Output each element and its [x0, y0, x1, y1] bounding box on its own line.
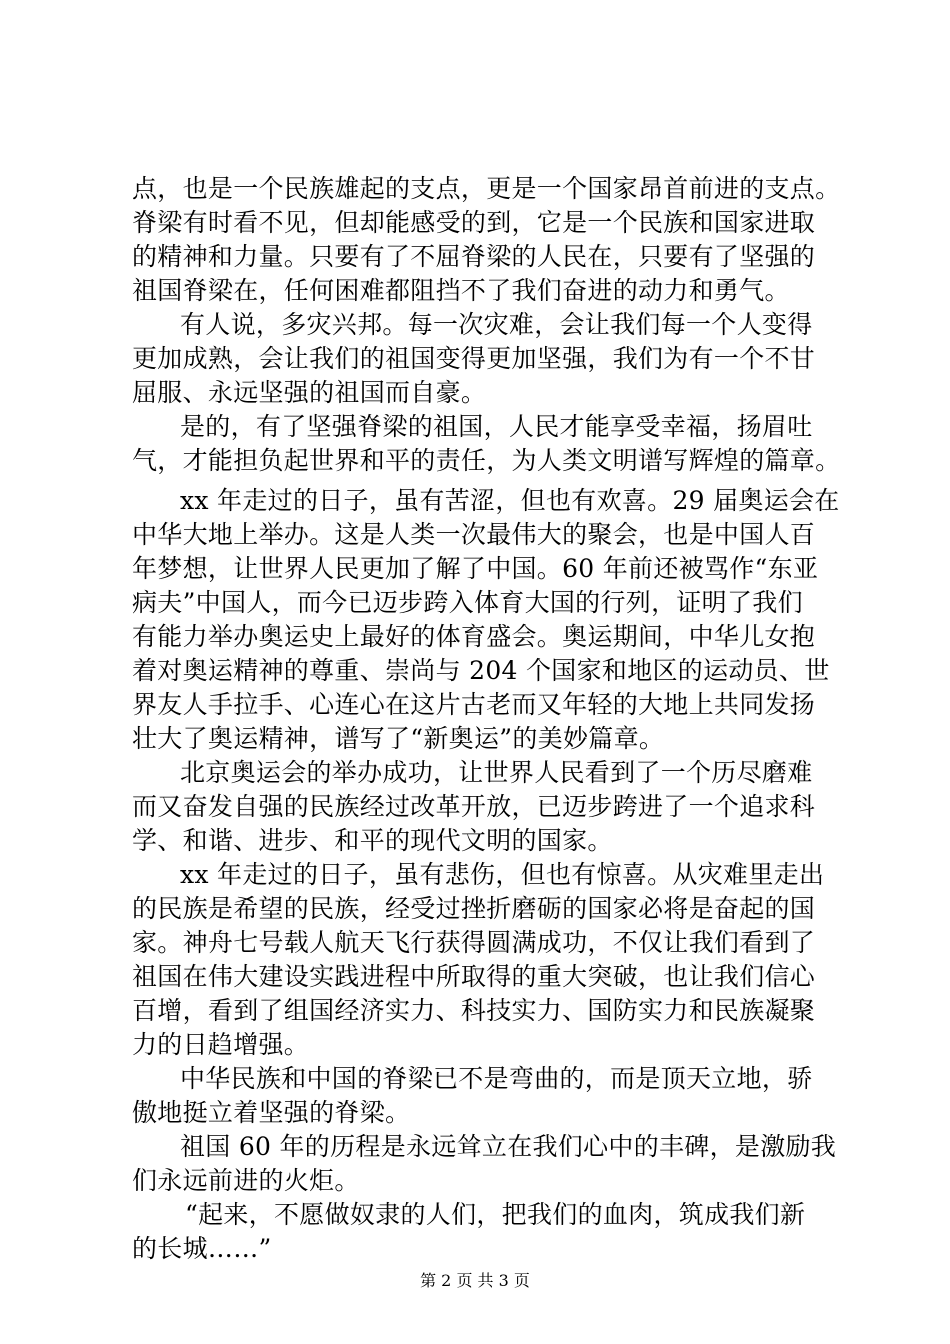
paragraph-line: 气，才能担负起世界和平的责任，为人类文明谱写辉煌的篇章。 [132, 446, 841, 475]
paragraph-line: 是的，有了坚强脊梁的祖国，人民才能享受幸福，扬眉吐 [180, 412, 813, 441]
paragraph-line: 祖国脊梁在，任何困难都阻挡不了我们奋进的动力和勇气。 [132, 276, 790, 305]
paragraph-line: 脊梁有时看不见，但却能感受的到，它是一个民族和国家进取 [132, 208, 816, 237]
paragraph-line: 的民族是希望的民族，经受过挫折磨砺的国家必将是奋起的国 [132, 894, 816, 923]
paragraph-line: 中华大地上举办。这是人类一次最伟大的聚会，也是中国人百 [132, 520, 816, 549]
paragraph-line: 祖国 60 年的历程是永远耸立在我们心中的丰碑，是激励我 [180, 1132, 837, 1161]
paragraph-line: 北京奥运会的举办成功，让世界人民看到了一个历尽磨难 [180, 758, 813, 787]
paragraph-line: 屈服、永远坚强的祖国而自豪。 [132, 378, 487, 407]
paragraph-line: 家。神舟七号载人航天飞行获得圆满成功，不仅让我们看到了 [132, 928, 816, 957]
paragraph-line: 而又奋发自强的民族经过改革开放，已迈步跨进了一个追求科 [132, 792, 816, 821]
paragraph-line: 有能力举办奥运史上最好的体育盛会。奥运期间，中华儿女抱 [132, 622, 816, 651]
paragraph-line: “起来，不愿做奴隶的人们，把我们的血肉，筑成我们新 [185, 1200, 806, 1229]
paragraph-line: xx 年走过的日子，虽有悲伤，但也有惊喜。从灾难里走出 [180, 860, 825, 889]
paragraph-line: 的长城……” [132, 1234, 272, 1263]
paragraph-line: 更加成熟，会让我们的祖国变得更加坚强，我们为有一个不甘 [132, 344, 816, 373]
paragraph-line: 着对奥运精神的尊重、崇尚与 204 个国家和地区的运动员、世 [132, 656, 830, 685]
paragraph-line: 傲地挺立着坚强的脊梁。 [132, 1098, 411, 1127]
paragraph-line: 界友人手拉手、心连心在这片古老而又年轻的大地上共同发扬 [132, 690, 816, 719]
paragraph-line: 力的日趋增强。 [132, 1030, 310, 1059]
paragraph-line: 百增，看到了组国经济实力、科技实力、国防实力和民族凝聚 [132, 996, 816, 1025]
paragraph-line: 壮大了奥运精神，谱写了“新奥运”的美妙篇章。 [132, 724, 665, 753]
paragraph-line: 病夫”中国人，而今已迈步跨入体育大国的行列，证明了我们 [132, 588, 803, 617]
paragraph-line: 有人说，多灾兴邦。每一次灾难，会让我们每一个人变得 [180, 310, 813, 339]
page-number-footer: 第 2 页 共 3 页 [420, 1271, 530, 1290]
paragraph-line: 年梦想，让世界人民更加了解了中国。60 年前还被骂作“东亚 [132, 554, 819, 583]
paragraph-line: 祖国在伟大建设实践进程中所取得的重大突破，也让我们信心 [132, 962, 816, 991]
paragraph-line: 学、和谐、进步、和平的现代文明的国家。 [132, 826, 613, 855]
paragraph-line: xx 年走过的日子，虽有苦涩，但也有欢喜。29 届奥运会在 [180, 486, 840, 515]
paragraph-line: 的精神和力量。只要有了不屈脊梁的人民在，只要有了坚强的 [132, 242, 816, 271]
paragraph-line: 点，也是一个民族雄起的支点，更是一个国家昂首前进的支点。 [132, 174, 841, 203]
paragraph-line: 中华民族和中国的脊梁已不是弯曲的，而是顶天立地，骄 [180, 1064, 813, 1093]
paragraph-line: 们永远前进的火炬。 [132, 1166, 360, 1195]
